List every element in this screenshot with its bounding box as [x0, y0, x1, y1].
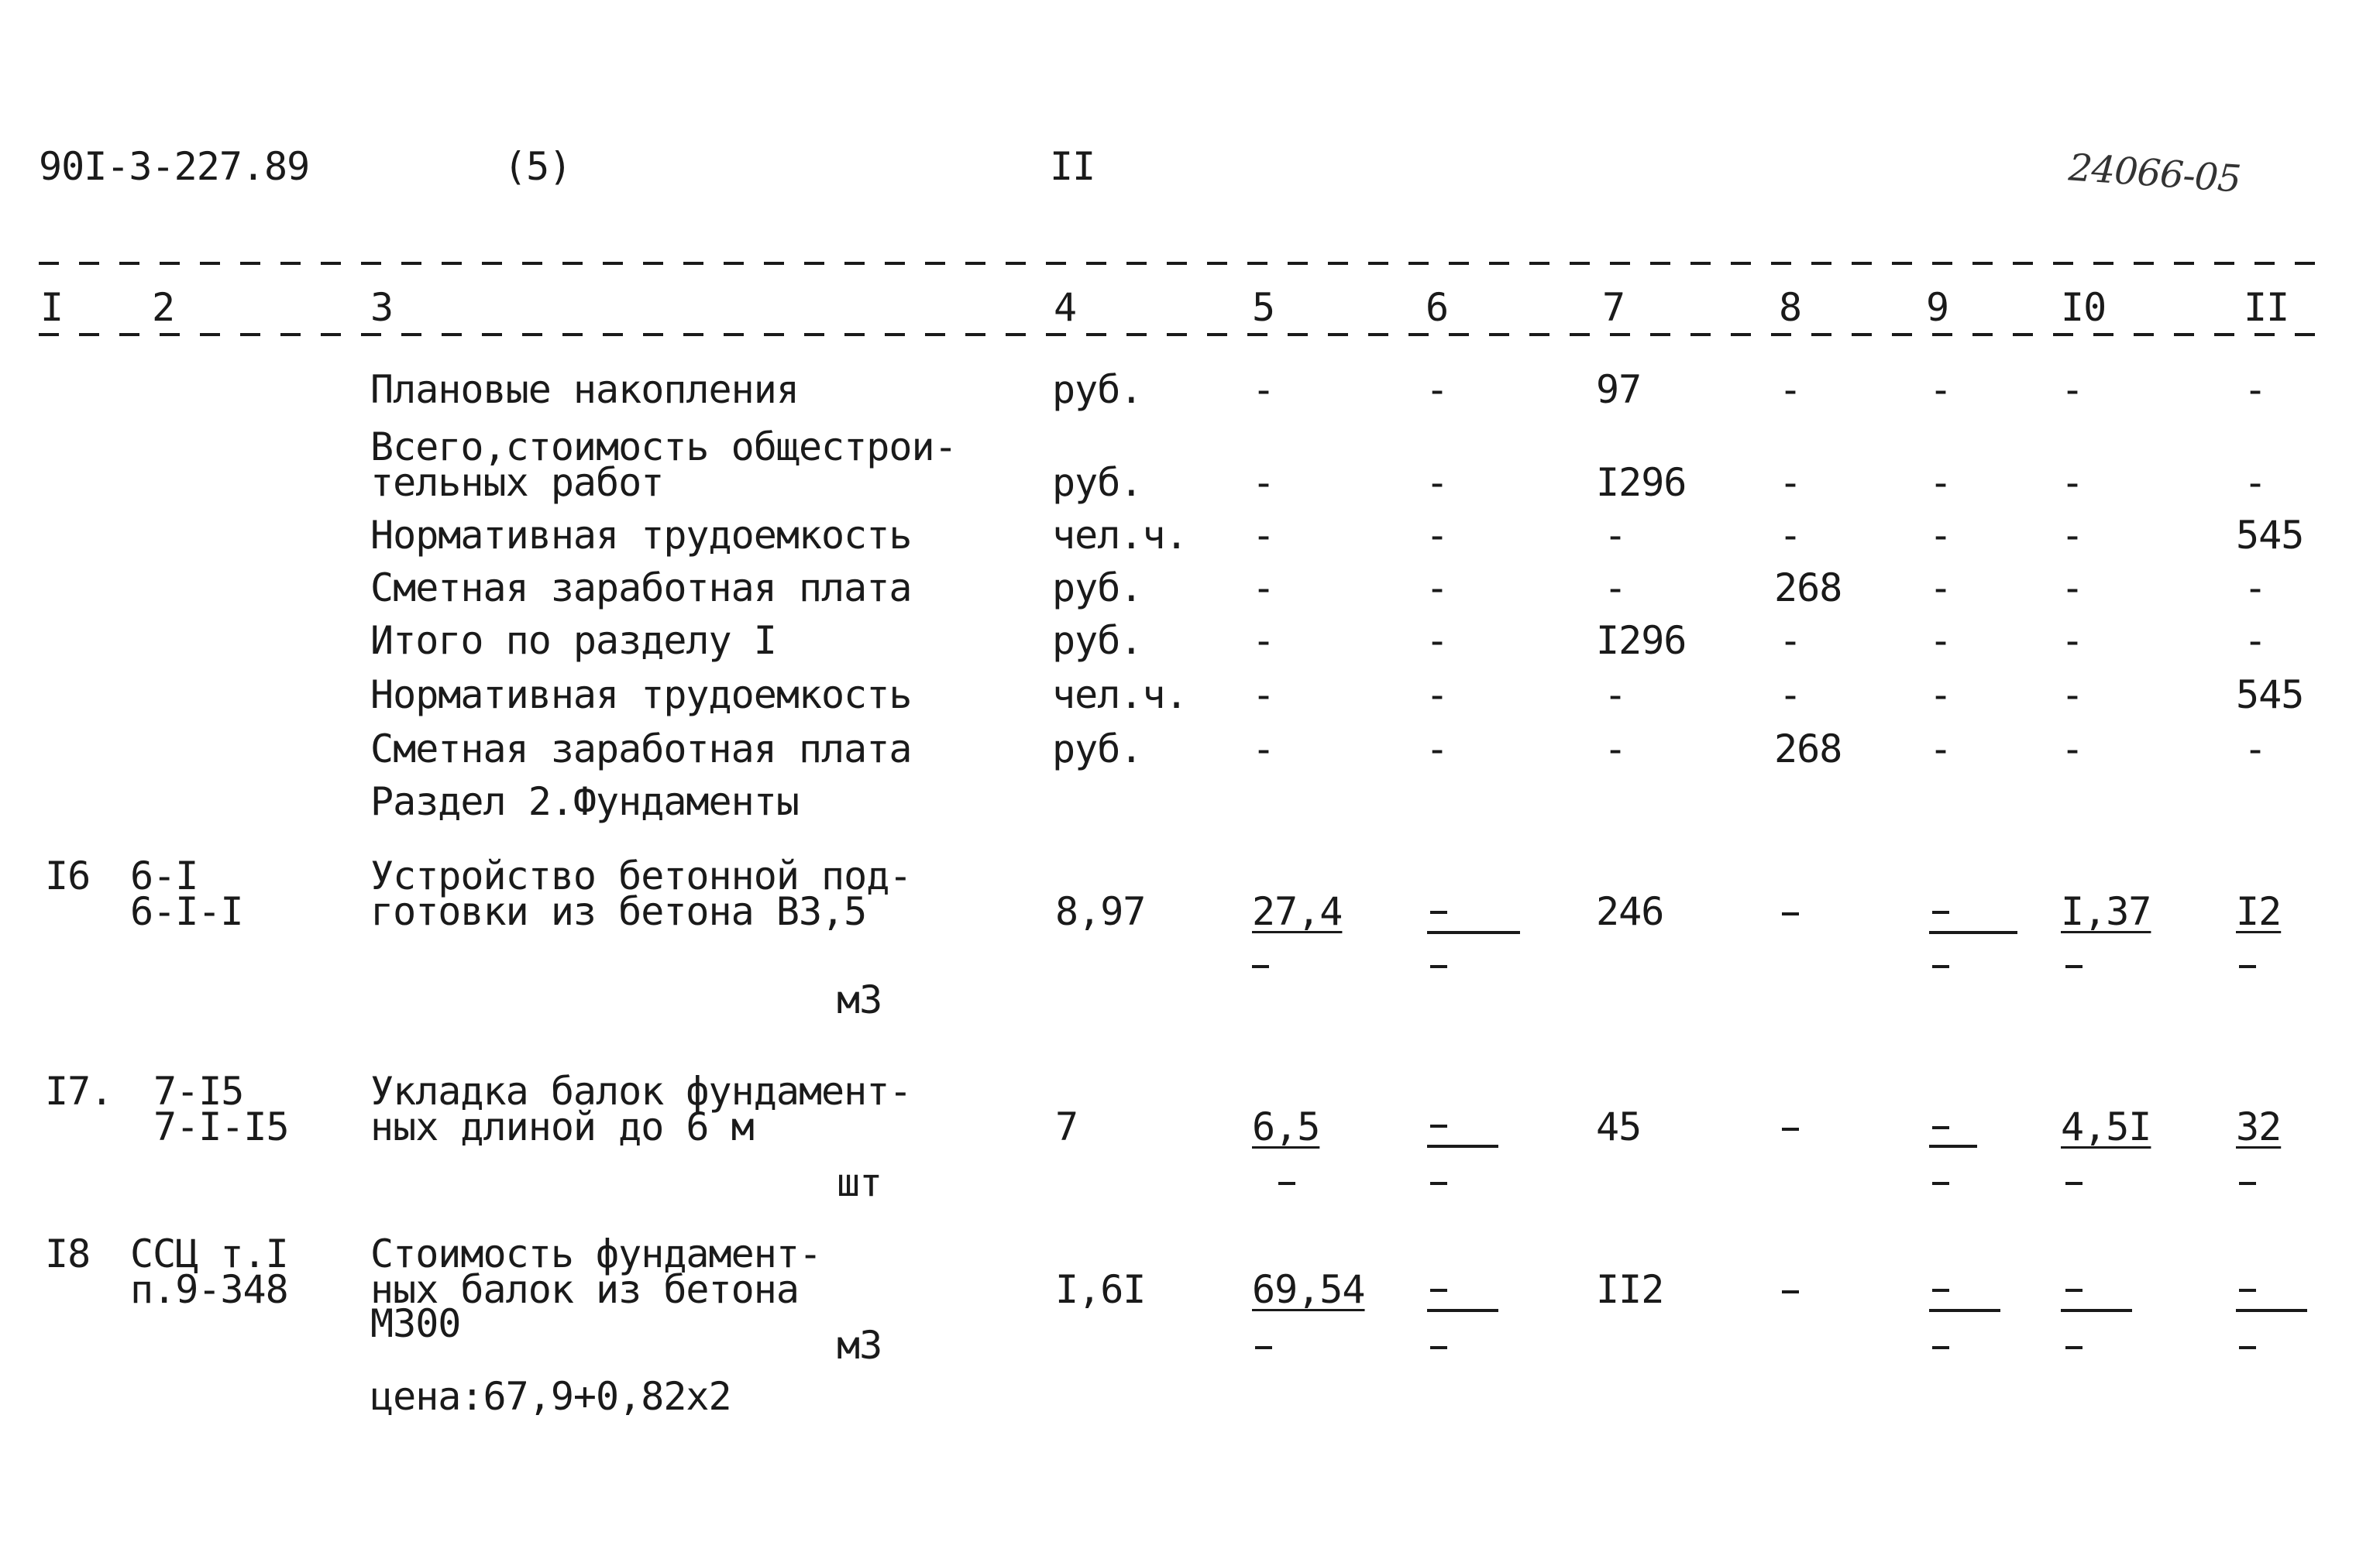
cell-c6: [1430, 1289, 1447, 1292]
cell-c6: -: [1426, 565, 1449, 610]
cell-c5-sub: [1278, 1182, 1295, 1185]
cell-c7: I296: [1596, 618, 1687, 663]
cell-c8: 268: [1774, 565, 1842, 610]
document-code: 90I-3-227.89: [39, 144, 310, 189]
cell-c5: 27,4: [1252, 889, 1343, 934]
cell-c10: -: [2061, 367, 2084, 412]
col-header-1: I: [40, 285, 64, 330]
cell-c7: -: [1604, 672, 1627, 717]
item-description-cont: М300: [370, 1301, 461, 1346]
row-name: Итого по разделу I: [370, 618, 776, 663]
cell-c7: I296: [1596, 460, 1687, 505]
cell-c7: -: [1604, 565, 1627, 610]
cell-c11: -: [2244, 460, 2267, 505]
cell-c9: -: [1929, 367, 1952, 412]
cell-c11-sub: [2239, 1346, 2256, 1349]
item-code-sub: 6-I-I: [130, 889, 243, 934]
cell-c8: [1782, 1290, 1799, 1293]
cell-c8: [1782, 912, 1799, 915]
cell-c6-underline: [1427, 1309, 1498, 1312]
cell-c9: -: [1929, 565, 1952, 610]
price-note: цена:67,9+0,82х2: [370, 1374, 731, 1419]
cell-c7: -: [1604, 726, 1627, 771]
cell-c9: -: [1929, 460, 1952, 505]
cell-c6-underline: [1427, 1145, 1498, 1148]
cell-c10: [2065, 1289, 2082, 1292]
cell-c11: [2239, 1289, 2256, 1292]
cell-c11: -: [2244, 726, 2267, 771]
cell-c7: II2: [1596, 1267, 1664, 1312]
cell-c11: -: [2244, 565, 2267, 610]
cell-c10: -: [2061, 618, 2084, 663]
cell-c8: 268: [1774, 726, 1842, 771]
cell-c8: [1782, 1128, 1799, 1131]
cell-c10: -: [2061, 565, 2084, 610]
item-code-sub: п.9-348: [130, 1267, 288, 1312]
cell-c8: -: [1779, 367, 1802, 412]
item-unit: м3: [837, 977, 882, 1022]
cell-c6: -: [1426, 367, 1449, 412]
item-description-cont: готовки из бетона В3,5: [370, 889, 867, 934]
cell-c7: 45: [1596, 1104, 1642, 1149]
row-unit: руб.: [1052, 726, 1143, 771]
cell-c9-underline: [1929, 1309, 2000, 1312]
item-number: I8: [45, 1231, 91, 1276]
cell-c10: -: [2061, 672, 2084, 717]
item-description: Устройство бетонной под-: [370, 854, 912, 898]
item-unit: м3: [837, 1323, 882, 1368]
cell-c8: -: [1779, 513, 1802, 558]
cell-c9: [1932, 1126, 1949, 1129]
cell-c10-sub: [2065, 1346, 2082, 1349]
row-name-cont: тельных работ: [370, 460, 664, 505]
cell-c11-sub: [2239, 1182, 2256, 1185]
item-description-cont: ных длиной до 6 м: [370, 1104, 754, 1149]
item-quantity: I,6I: [1055, 1267, 1146, 1312]
item-description: Укладка балок фундамент-: [370, 1069, 912, 1114]
row-unit: руб.: [1052, 565, 1143, 610]
item-number: I6: [45, 854, 91, 898]
row-unit: чел.ч.: [1052, 513, 1188, 558]
cell-c5: -: [1252, 367, 1275, 412]
col-header-3: 3: [370, 285, 394, 330]
cell-c6: -: [1426, 672, 1449, 717]
col-header-6: 6: [1426, 285, 1449, 330]
cell-c6: -: [1426, 726, 1449, 771]
cell-c9-sub: [1932, 1182, 1949, 1185]
col-header-8: 8: [1779, 285, 1802, 330]
item-description: Стоимость фундамент-: [370, 1231, 822, 1276]
cell-c7: 246: [1596, 889, 1664, 934]
cell-c8: -: [1779, 672, 1802, 717]
cell-c11: 32: [2236, 1104, 2282, 1149]
cell-c6: [1430, 911, 1447, 914]
cell-c8: -: [1779, 460, 1802, 505]
cell-c11: 545: [2236, 513, 2304, 558]
item-unit: шт: [837, 1160, 882, 1205]
row-unit: руб.: [1052, 367, 1143, 412]
cell-c10-sub: [2065, 1182, 2082, 1185]
item-code: 6-I: [130, 854, 198, 898]
cell-c5: -: [1252, 672, 1275, 717]
item-description-cont: ных балок из бетона: [370, 1267, 799, 1312]
cell-c8: -: [1779, 618, 1802, 663]
cell-c11-underline: [2236, 1309, 2307, 1312]
cell-c9: -: [1929, 672, 1952, 717]
cell-c10: 4,5I: [2061, 1104, 2151, 1149]
cell-c10: -: [2061, 726, 2084, 771]
header-top-rule: [39, 262, 2332, 265]
cell-c9-sub: [1932, 965, 1949, 968]
row-unit: руб.: [1052, 618, 1143, 663]
section-title: Раздел 2.Фундаменты: [370, 779, 799, 824]
cell-c9-underline: [1929, 1145, 1977, 1148]
cell-c7: -: [1604, 513, 1627, 558]
row-name: Нормативная трудоемкость: [370, 672, 912, 717]
cell-c5: -: [1252, 565, 1275, 610]
cell-c11: I2: [2236, 889, 2282, 934]
cell-c5: 69,54: [1252, 1267, 1365, 1312]
document-part: (5): [504, 144, 572, 189]
cell-c9: -: [1929, 726, 1952, 771]
col-header-9: 9: [1926, 285, 1949, 330]
cell-c6-sub: [1430, 1346, 1447, 1349]
cell-c11: 545: [2236, 672, 2304, 717]
cell-c6: [1430, 1125, 1447, 1128]
cell-c7: 97: [1596, 367, 1642, 412]
cell-c6: -: [1426, 460, 1449, 505]
cell-c9-sub: [1932, 1346, 1949, 1349]
cell-c9-underline: [1929, 931, 2017, 934]
cell-c6-sub: [1430, 965, 1447, 968]
cell-c6-sub: [1430, 1182, 1447, 1185]
cell-c11: -: [2244, 367, 2267, 412]
row-name: Нормативная трудоемкость: [370, 513, 912, 558]
item-number: I7.: [45, 1069, 113, 1114]
cell-c6: -: [1426, 618, 1449, 663]
handwritten-archive-number: 24066-05: [2067, 146, 2242, 201]
cell-c9: [1932, 911, 1949, 914]
row-unit: руб.: [1052, 460, 1143, 505]
col-header-10: I0: [2061, 285, 2107, 330]
cell-c11: -: [2244, 618, 2267, 663]
item-code: 7-I5: [153, 1069, 244, 1114]
cell-c10-sub: [2065, 965, 2082, 968]
cell-c5-sub: [1255, 1346, 1272, 1349]
cell-c10: -: [2061, 460, 2084, 505]
page-number: II: [1050, 144, 1095, 189]
row-unit: чел.ч.: [1052, 672, 1188, 717]
cell-c6: -: [1426, 513, 1449, 558]
row-name: Сметная заработная плата: [370, 565, 912, 610]
cell-c9: -: [1929, 618, 1952, 663]
item-quantity: 8,97: [1055, 889, 1146, 934]
header-bottom-rule: [39, 333, 2332, 336]
cell-c5: -: [1252, 618, 1275, 663]
row-name: Всего,стоимость общестрои-: [370, 424, 957, 469]
col-header-5: 5: [1252, 285, 1275, 330]
col-header-2: 2: [152, 285, 175, 330]
cell-c5: -: [1252, 513, 1275, 558]
cell-c9: -: [1929, 513, 1952, 558]
col-header-4: 4: [1054, 285, 1077, 330]
row-name: Сметная заработная плата: [370, 726, 912, 771]
col-header-11: II: [2244, 285, 2289, 330]
col-header-7: 7: [1602, 285, 1625, 330]
cell-c6-underline: [1427, 931, 1520, 934]
cell-c10: I,37: [2061, 889, 2151, 934]
cell-c9: [1932, 1289, 1949, 1292]
item-code: ССЦ т.I: [130, 1231, 288, 1276]
cell-c5-sub: [1252, 965, 1269, 968]
row-name: Плановые накопления: [370, 367, 799, 412]
item-quantity: 7: [1055, 1104, 1078, 1149]
item-code-sub: 7-I-I5: [153, 1104, 289, 1149]
cell-c5: 6,5: [1252, 1104, 1320, 1149]
cell-c10: -: [2061, 513, 2084, 558]
cell-c11-sub: [2239, 965, 2256, 968]
cell-c5: -: [1252, 460, 1275, 505]
cell-c10-underline: [2061, 1309, 2132, 1312]
cell-c5: -: [1252, 726, 1275, 771]
